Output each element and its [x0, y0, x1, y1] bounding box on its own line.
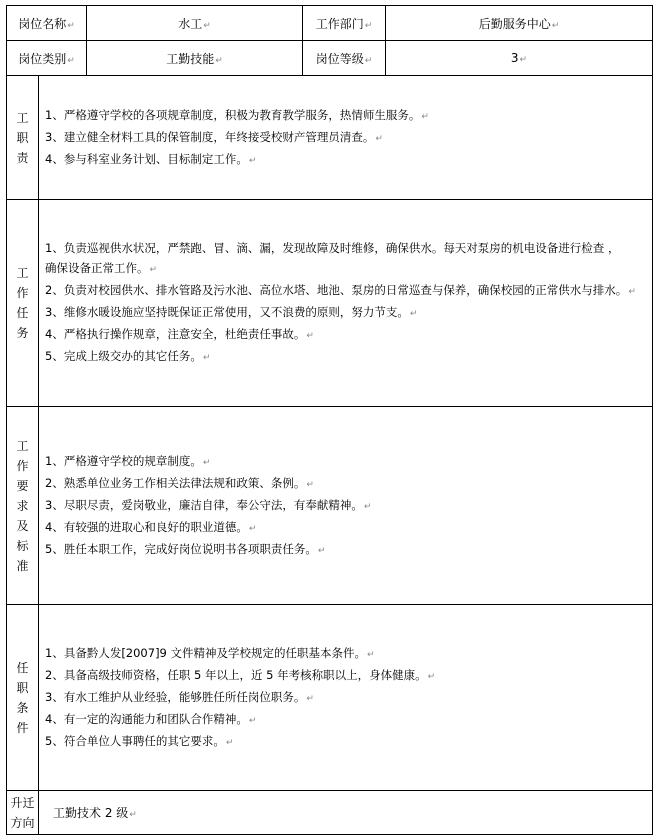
section-label	[7, 407, 39, 605]
grade-value: 3	[510, 51, 519, 65]
section-label-char: 任	[16, 306, 29, 320]
grade-label: 岗位等级	[315, 51, 364, 66]
section-tasks	[7, 200, 653, 407]
list-item: 3、有水工维护从业经验，能够胜任所任岗位职务。	[45, 689, 306, 704]
list-item: 1、负责巡视供水状况，严禁跑、冒、滴、漏，发现故障及时维修，确保供水。每天对泵房的机电设备进行检查 ，	[45, 241, 620, 255]
list-item: 4、严格执行操作规章，注意安全，杜绝责任事故。	[45, 327, 306, 341]
section-label-char: 工	[16, 266, 29, 280]
category-value-cell: 工勤技能↵	[87, 41, 303, 76]
section-label-char: 标	[16, 538, 29, 553]
list-item: 3、建立健全材料工具的保管制度，年终接受校财产管理员清查。	[45, 129, 375, 144]
section-requirements	[7, 407, 653, 605]
category-value: 工勤技能	[166, 51, 215, 66]
department-label-cell: 工作部门↵	[303, 6, 386, 41]
promotion-label-line: 升迁	[10, 795, 35, 810]
section-promotion	[7, 791, 653, 835]
section-label-char: 及	[16, 518, 29, 533]
section-label-char: 工	[16, 438, 29, 453]
position-name-value-cell: 水工↵	[87, 6, 303, 41]
grade-label-cell: 岗位等级↵	[303, 41, 386, 76]
category-label: 岗位类别	[18, 51, 67, 66]
header-row-1	[7, 6, 653, 41]
list-item: 4、有一定的沟通能力和团队合作精神。	[45, 711, 248, 726]
department-value-cell: 后勤服务中心↵	[386, 6, 653, 41]
promotion-label	[7, 791, 39, 835]
section-label	[7, 605, 39, 791]
category-label-cell: 岗位类别↵	[7, 41, 87, 76]
section-responsibilities	[7, 76, 653, 200]
section-label-char: 作	[16, 286, 29, 300]
list-item: 1、严格遵守学校的各项规章制度，积极为教育教学服务，热情师生服务。	[45, 107, 421, 122]
section-label	[7, 200, 39, 407]
department-value: 后勤服务中心	[478, 16, 551, 31]
section-content: 1、负责巡视供水状况，严禁跑、冒、滴、漏，发现故障及时维修，确保供水。每天对泵房的机电设备进行检查 ， 确保设备正常工作。↵ 2、负责对校园供水、排水管路及污水池、高位水塔、地池、泵房的日常巡查与保养，确保校园的正常供水与排水。↵ 3、维修水暖设施应坚持既保证正常使用，又不浪费的原则，努力节支。↵ 4、严格执行操作规章，注意安全，杜绝责任事故。↵ 5、完成上级交办的其它任务。↵	[39, 200, 653, 407]
job-description-form	[6, 5, 652, 835]
section-label-char: 作	[16, 458, 29, 473]
position-name-label: 岗位名称	[18, 16, 67, 31]
list-item: 2、熟悉单位业务工作相关法律法规和政策、条例。	[45, 475, 306, 490]
section-label	[7, 76, 39, 200]
promotion-value: 工勤技术 2 级	[53, 806, 129, 820]
list-item: 4、参与科室业务计划、目标制定工作。	[45, 151, 248, 166]
list-item: 2、具备高级技师资格，任职 5 年以上，近 5 年考核称职以上，身体健康。	[45, 667, 427, 682]
promotion-label-line: 方向	[10, 815, 35, 830]
section-label-char: 任	[16, 660, 29, 675]
section-label-char: 工	[16, 110, 29, 125]
section-content: 1、严格遵守学校的各项规章制度，积极为教育教学服务，热情师生服务。↵ 3、建立健全材料工具的保管制度，年终接受校财产管理员清查。↵ 4、参与科室业务计划、目标制定工作。↵	[39, 76, 653, 200]
header-row-2	[7, 41, 653, 76]
department-label: 工作部门	[315, 16, 364, 31]
list-item: 1、具备黔人发[2007]9 文件精神及学校规定的任职基本条件。	[45, 645, 367, 660]
list-item: 3、尽职尽责，爱岗敬业，廉洁自律，奉公守法，有奉献精神。	[45, 497, 363, 512]
section-label-char: 条	[16, 700, 29, 715]
section-label-char: 要	[16, 478, 29, 493]
list-item: 2、负责对校园供水、排水管路及污水池、高位水塔、地池、泵房的日常巡查与保养，确保校园的正常供水与排水。	[45, 283, 628, 297]
list-item: 5、完成上级交办的其它任务。	[45, 349, 202, 363]
section-label-char: 职	[16, 130, 29, 145]
list-item: 确保设备正常工作。	[45, 261, 149, 275]
section-label-char: 求	[16, 498, 29, 513]
form-table	[6, 5, 653, 835]
list-item: 3、维修水暖设施应坚持既保证正常使用，又不浪费的原则，努力节支。	[45, 305, 409, 319]
section-qualifications	[7, 605, 653, 791]
grade-value-cell: 3↵	[386, 41, 653, 76]
section-label-char: 件	[16, 720, 29, 735]
list-item: 5、符合单位人事聘任的其它要求。	[45, 733, 225, 748]
section-content: 1、具备黔人发[2007]9 文件精神及学校规定的任职基本条件。↵ 2、具备高级技师资格，任职 5 年以上，近 5 年考核称职以上，身体健康。↵ 3、有水工维护从业经验，能够胜任所任岗位职务。↵ 4、有一定的沟通能力和团队合作精神。↵ 5、符合单位人事聘任的其它要求。↵	[39, 605, 653, 791]
section-content: 1、严格遵守学校的规章制度。↵ 2、熟悉单位业务工作相关法律法规和政策、条例。↵ 3、尽职尽责，爱岗敬业，廉洁自律，奉公守法，有奉献精神。↵ 4、有较强的进取心和良好的职业道德。↵ 5、胜任本职工作，完成好岗位说明书各项职责任务。↵	[39, 407, 653, 605]
section-label-char: 责	[16, 150, 29, 165]
list-item: 5、胜任本职工作，完成好岗位说明书各项职责任务。	[45, 541, 317, 556]
list-item: 1、严格遵守学校的规章制度。	[45, 453, 202, 468]
section-label-char: 务	[16, 326, 29, 340]
position-name-value: 水工	[178, 16, 203, 31]
list-item: 4、有较强的进取心和良好的职业道德。	[45, 519, 248, 534]
section-label-char: 准	[16, 558, 29, 573]
position-name-label-cell: 岗位名称↵	[7, 6, 87, 41]
promotion-value-cell: 工勤技术 2 级↵	[39, 791, 653, 835]
section-label-char: 职	[16, 680, 29, 695]
